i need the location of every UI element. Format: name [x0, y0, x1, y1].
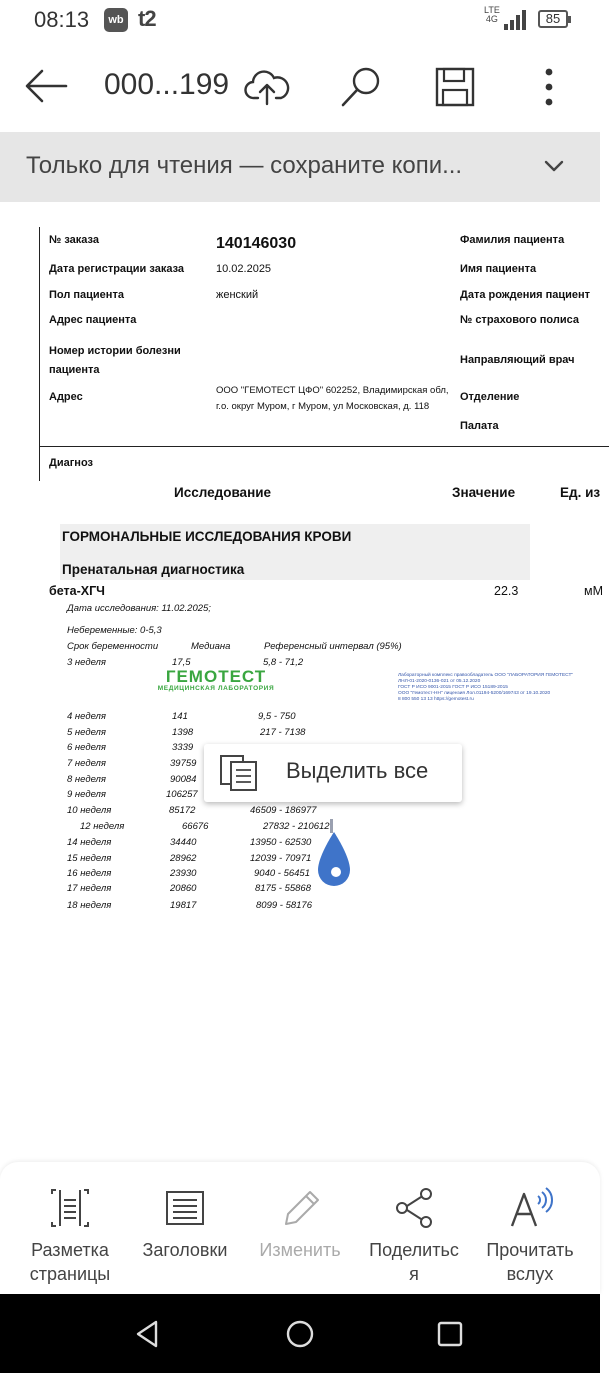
page-layout-icon [48, 1186, 92, 1230]
ref-week: 3 неделя [67, 657, 106, 668]
back-arrow-icon[interactable] [24, 66, 68, 106]
ref-week: 18 неделя [67, 900, 112, 911]
patient-address-label: Адрес пациента [49, 314, 137, 326]
edit-button[interactable]: Изменить [240, 1186, 360, 1262]
ref-median: 34440 [170, 837, 197, 848]
test-unit: мМ [584, 584, 604, 598]
column-unit: Ед. из [560, 485, 601, 500]
ref-median: 90084 [170, 774, 197, 785]
ref-week: 15 неделя [67, 853, 112, 864]
read-aloud-icon [508, 1186, 552, 1230]
headings-icon [163, 1186, 207, 1230]
policy-label: № страхового полиса [460, 314, 579, 326]
birth-date-label: Дата рождения пациент [460, 289, 591, 301]
save-icon[interactable] [432, 64, 478, 110]
study-date: Дата исследования: 11.02.2025; [67, 603, 211, 614]
ref-range: 13950 - 62530 [250, 837, 312, 848]
ref-median: 39759 [170, 758, 197, 769]
ref-range: 9,5 - 750 [258, 711, 296, 722]
document-page[interactable] [0, 202, 604, 1162]
t2-carrier-icon: t2 [138, 6, 156, 31]
nav-back-icon[interactable] [132, 1318, 164, 1350]
status-time: 08:13 [34, 7, 90, 32]
ref-range: 8175 - 55868 [255, 883, 311, 894]
test-name: бета-ХГЧ [49, 584, 105, 598]
history-label: Номер истории болезни [49, 345, 181, 357]
nav-home-icon[interactable] [284, 1318, 316, 1350]
surname-label: Фамилия пациента [460, 234, 565, 246]
name-label: Имя пациента [460, 263, 537, 275]
ref-range: 217 - 7138 [260, 727, 306, 738]
lab-info: Лабораторный комплекс правообладатель ООО "ЛАБОРАТОРИЯ ГЕМОТЕСТ" [398, 673, 574, 678]
ref-range: 9040 - 56451 [254, 868, 310, 879]
context-menu [204, 744, 462, 802]
ref-median: 141 [172, 711, 188, 722]
more-icon[interactable] [526, 64, 572, 110]
lab-info: ГОСТ Р ИСО 9001-2015 ГОСТ Р ИСО 15189-2015 [398, 685, 508, 690]
ref-median: 106257 [166, 789, 198, 800]
ref-median: 17,5 [172, 657, 191, 668]
ref-range: 8099 - 58176 [256, 900, 312, 911]
lab-info: ЛНЛ-01-2020-0136-021 от 05.12.2020 [398, 679, 481, 684]
read-aloud-button[interactable]: Прочитать вслух [470, 1186, 590, 1286]
test-value: 22.3 [494, 584, 519, 598]
wb-app-icon: wb [104, 8, 128, 32]
chevron-down-icon[interactable] [540, 154, 568, 178]
lab-info: 8 800 550 13 13 https://gemotest.ru [398, 697, 474, 702]
share-icon [392, 1186, 436, 1230]
copy-icon[interactable] [218, 754, 260, 792]
order-label: № заказа [49, 234, 99, 246]
lab-info: ООО "Гемотест-НН" лицензия Лол.01194-5200/169743 от 19.10.2020 [398, 691, 551, 696]
ref-median: 85172 [169, 805, 196, 816]
ref-week: 5 неделя [67, 727, 106, 738]
ref-median: 19817 [170, 900, 197, 911]
ref-range: 46509 - 186977 [250, 805, 317, 816]
section-title: ГОРМОНАЛЬНЫЕ ИССЛЕДОВАНИЯ КРОВИ [62, 529, 352, 544]
divider [39, 227, 40, 481]
select-all-button[interactable]: Выделить все [286, 758, 429, 783]
gemotest-logo: ГЕМОТЕСТ МЕДИЦИНСКАЯ ЛАБОРАТОРИЯ [157, 667, 275, 692]
ref-week: 12 неделя [80, 821, 125, 832]
battery-icon: 85 [538, 10, 568, 28]
ref-range: 5,8 - 71,2 [263, 657, 304, 668]
nav-recents-icon[interactable] [434, 1318, 466, 1350]
share-button[interactable]: Поделитьс я [354, 1186, 474, 1286]
diagnosis-label: Диагноз [49, 457, 93, 469]
ref-median: 23930 [170, 868, 197, 879]
ref-week: 4 неделя [67, 711, 106, 722]
subsection-title: Пренатальная диагностика [62, 562, 245, 577]
ref-week: 14 неделя [67, 837, 112, 848]
ref-median: 20860 [170, 883, 197, 894]
order-number: 140146030 [216, 235, 297, 252]
ref-week: 10 неделя [67, 805, 112, 816]
ref-range: 27832 - 210612 [263, 821, 330, 832]
ward-label: Палата [460, 420, 499, 432]
pencil-icon [278, 1186, 322, 1230]
ref-week: 6 неделя [67, 742, 106, 753]
sex-value: женский [216, 289, 259, 301]
doctor-label: Направляющий врач [460, 354, 575, 366]
read-only-banner[interactable] [0, 132, 600, 202]
ref-week: 16 неделя [67, 868, 112, 879]
address-value-2: г.о. округ Муром, г Муром, ул Московская, д. 118 [216, 401, 430, 412]
sex-label: Пол пациента [49, 289, 124, 301]
selection-handle-icon[interactable] [316, 830, 352, 888]
ref-median: 3339 [172, 742, 194, 753]
ref-week: 8 неделя [67, 774, 106, 785]
system-nav-bar [0, 1294, 600, 1373]
ref-header-median: Медиана [191, 641, 231, 652]
ref-range: 12039 - 70971 [250, 853, 312, 864]
non-pregnant-norm: Небеременные: 0-5,3 [67, 625, 162, 636]
column-study: Исследование [174, 485, 272, 500]
address-label: Адрес [49, 391, 83, 403]
ref-median: 66676 [182, 821, 209, 832]
headings-button[interactable]: Заголовки [125, 1186, 245, 1262]
document-title: 000...199 [104, 68, 230, 101]
divider [39, 446, 609, 447]
reg-date-value: 10.02.2025 [216, 263, 272, 275]
ref-median: 1398 [172, 727, 194, 738]
address-value: ООО "ГЕМОТЕСТ ЦФО" 602252, Владимирская обл, [216, 385, 449, 396]
ref-header-term: Срок беременности [67, 641, 159, 652]
ref-week: 17 неделя [67, 883, 112, 894]
banner-text: Только для чтения — сохраните копи... [26, 152, 463, 179]
network-type: LTE 4G [484, 5, 500, 24]
department-label: Отделение [460, 391, 520, 403]
app-bar [0, 40, 600, 132]
signal-icon [504, 10, 528, 30]
page-layout-button[interactable]: Разметка страницы [10, 1186, 130, 1286]
reg-date-label: Дата регистрации заказа [49, 263, 185, 275]
history-label-2: пациента [49, 364, 100, 376]
column-value: Значение [452, 485, 516, 500]
ref-week: 7 неделя [67, 758, 106, 769]
ref-header-interval: Референсный интервал (95%) [264, 641, 402, 652]
search-icon[interactable] [338, 64, 384, 110]
cloud-upload-icon[interactable] [244, 64, 290, 110]
ref-week: 9 неделя [67, 789, 106, 800]
status-bar [0, 0, 600, 40]
ref-median: 28962 [170, 853, 197, 864]
bottom-toolbar [0, 1162, 600, 1294]
